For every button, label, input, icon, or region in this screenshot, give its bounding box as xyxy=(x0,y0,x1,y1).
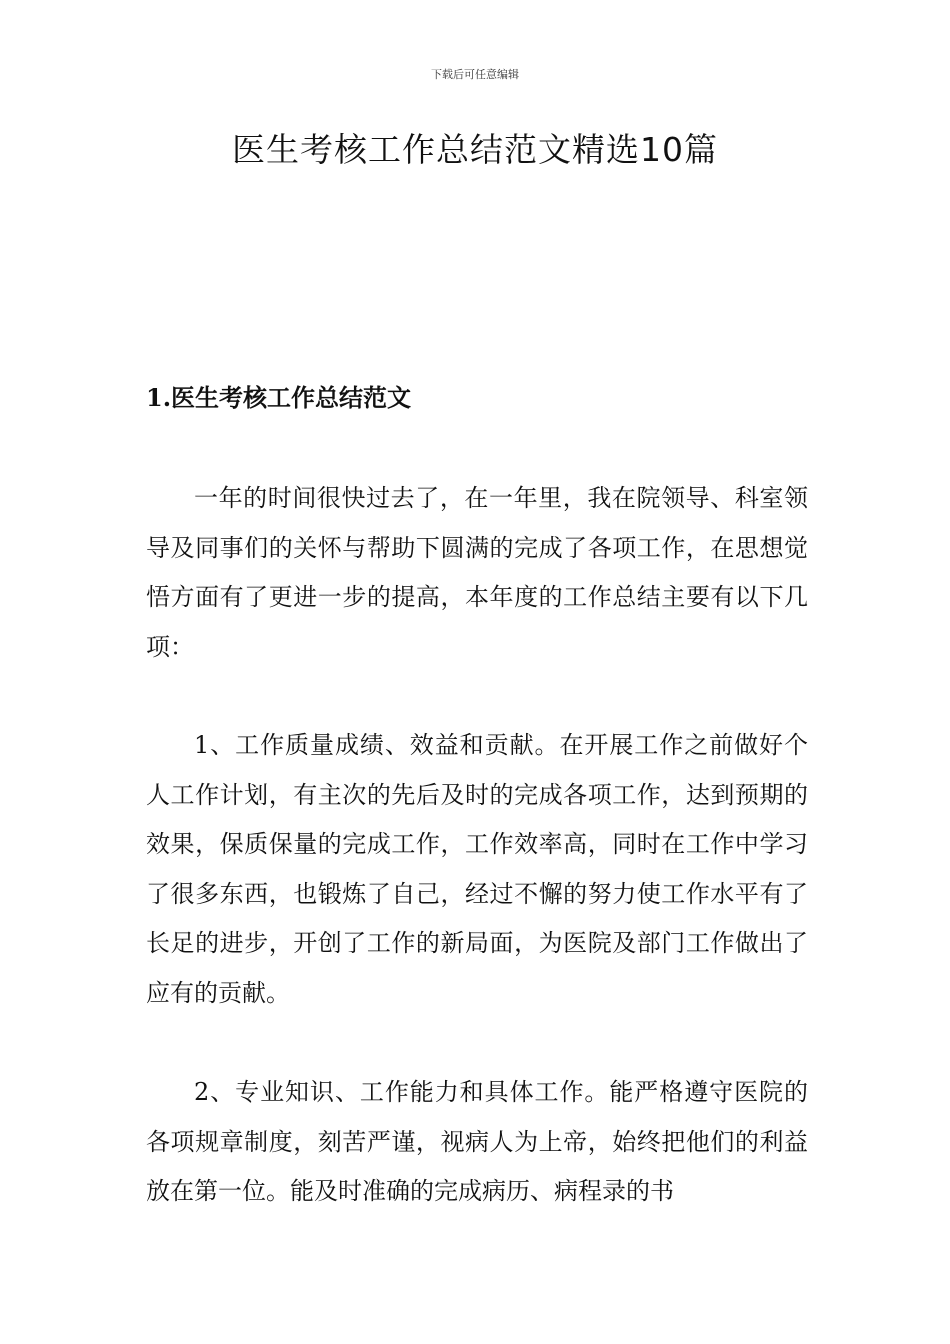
section-heading: 1.医生考核工作总结范文 xyxy=(146,383,412,412)
paragraph-intro: 一年的时间很快过去了，在一年里，我在院领导、科室领导及同事们的关怀与帮助下圆满的完成了各项工作，在思想觉悟方面有了更进一步的提高，本年度的工作总结主要有以下几项： xyxy=(146,484,808,661)
header-note: 下载后可任意编辑 xyxy=(431,68,519,81)
document-title: 医生考核工作总结范文精选10篇 xyxy=(232,130,718,169)
paragraph-item-2: 2、专业知识、工作能力和具体工作。能严格遵守医院的各项规章制度，刻苦严谨，视病人为上帝，始终把他们的利益放在第一位。能及时准确的完成病历、病程录的书 xyxy=(146,1078,808,1205)
paragraph-item-1: 1、工作质量成绩、效益和贡献。在开展工作之前做好个人工作计划，有主次的先后及时的完成各项工作，达到预期的效果，保质保量的完成工作，工作效率高，同时在工作中学习了很多东西，也锻炼了自己，经过不懈的努力使工作水平有了长足的进步，开创了工作的新局面，为医院及部门工作做出了应有的贡献。 xyxy=(146,731,808,1007)
